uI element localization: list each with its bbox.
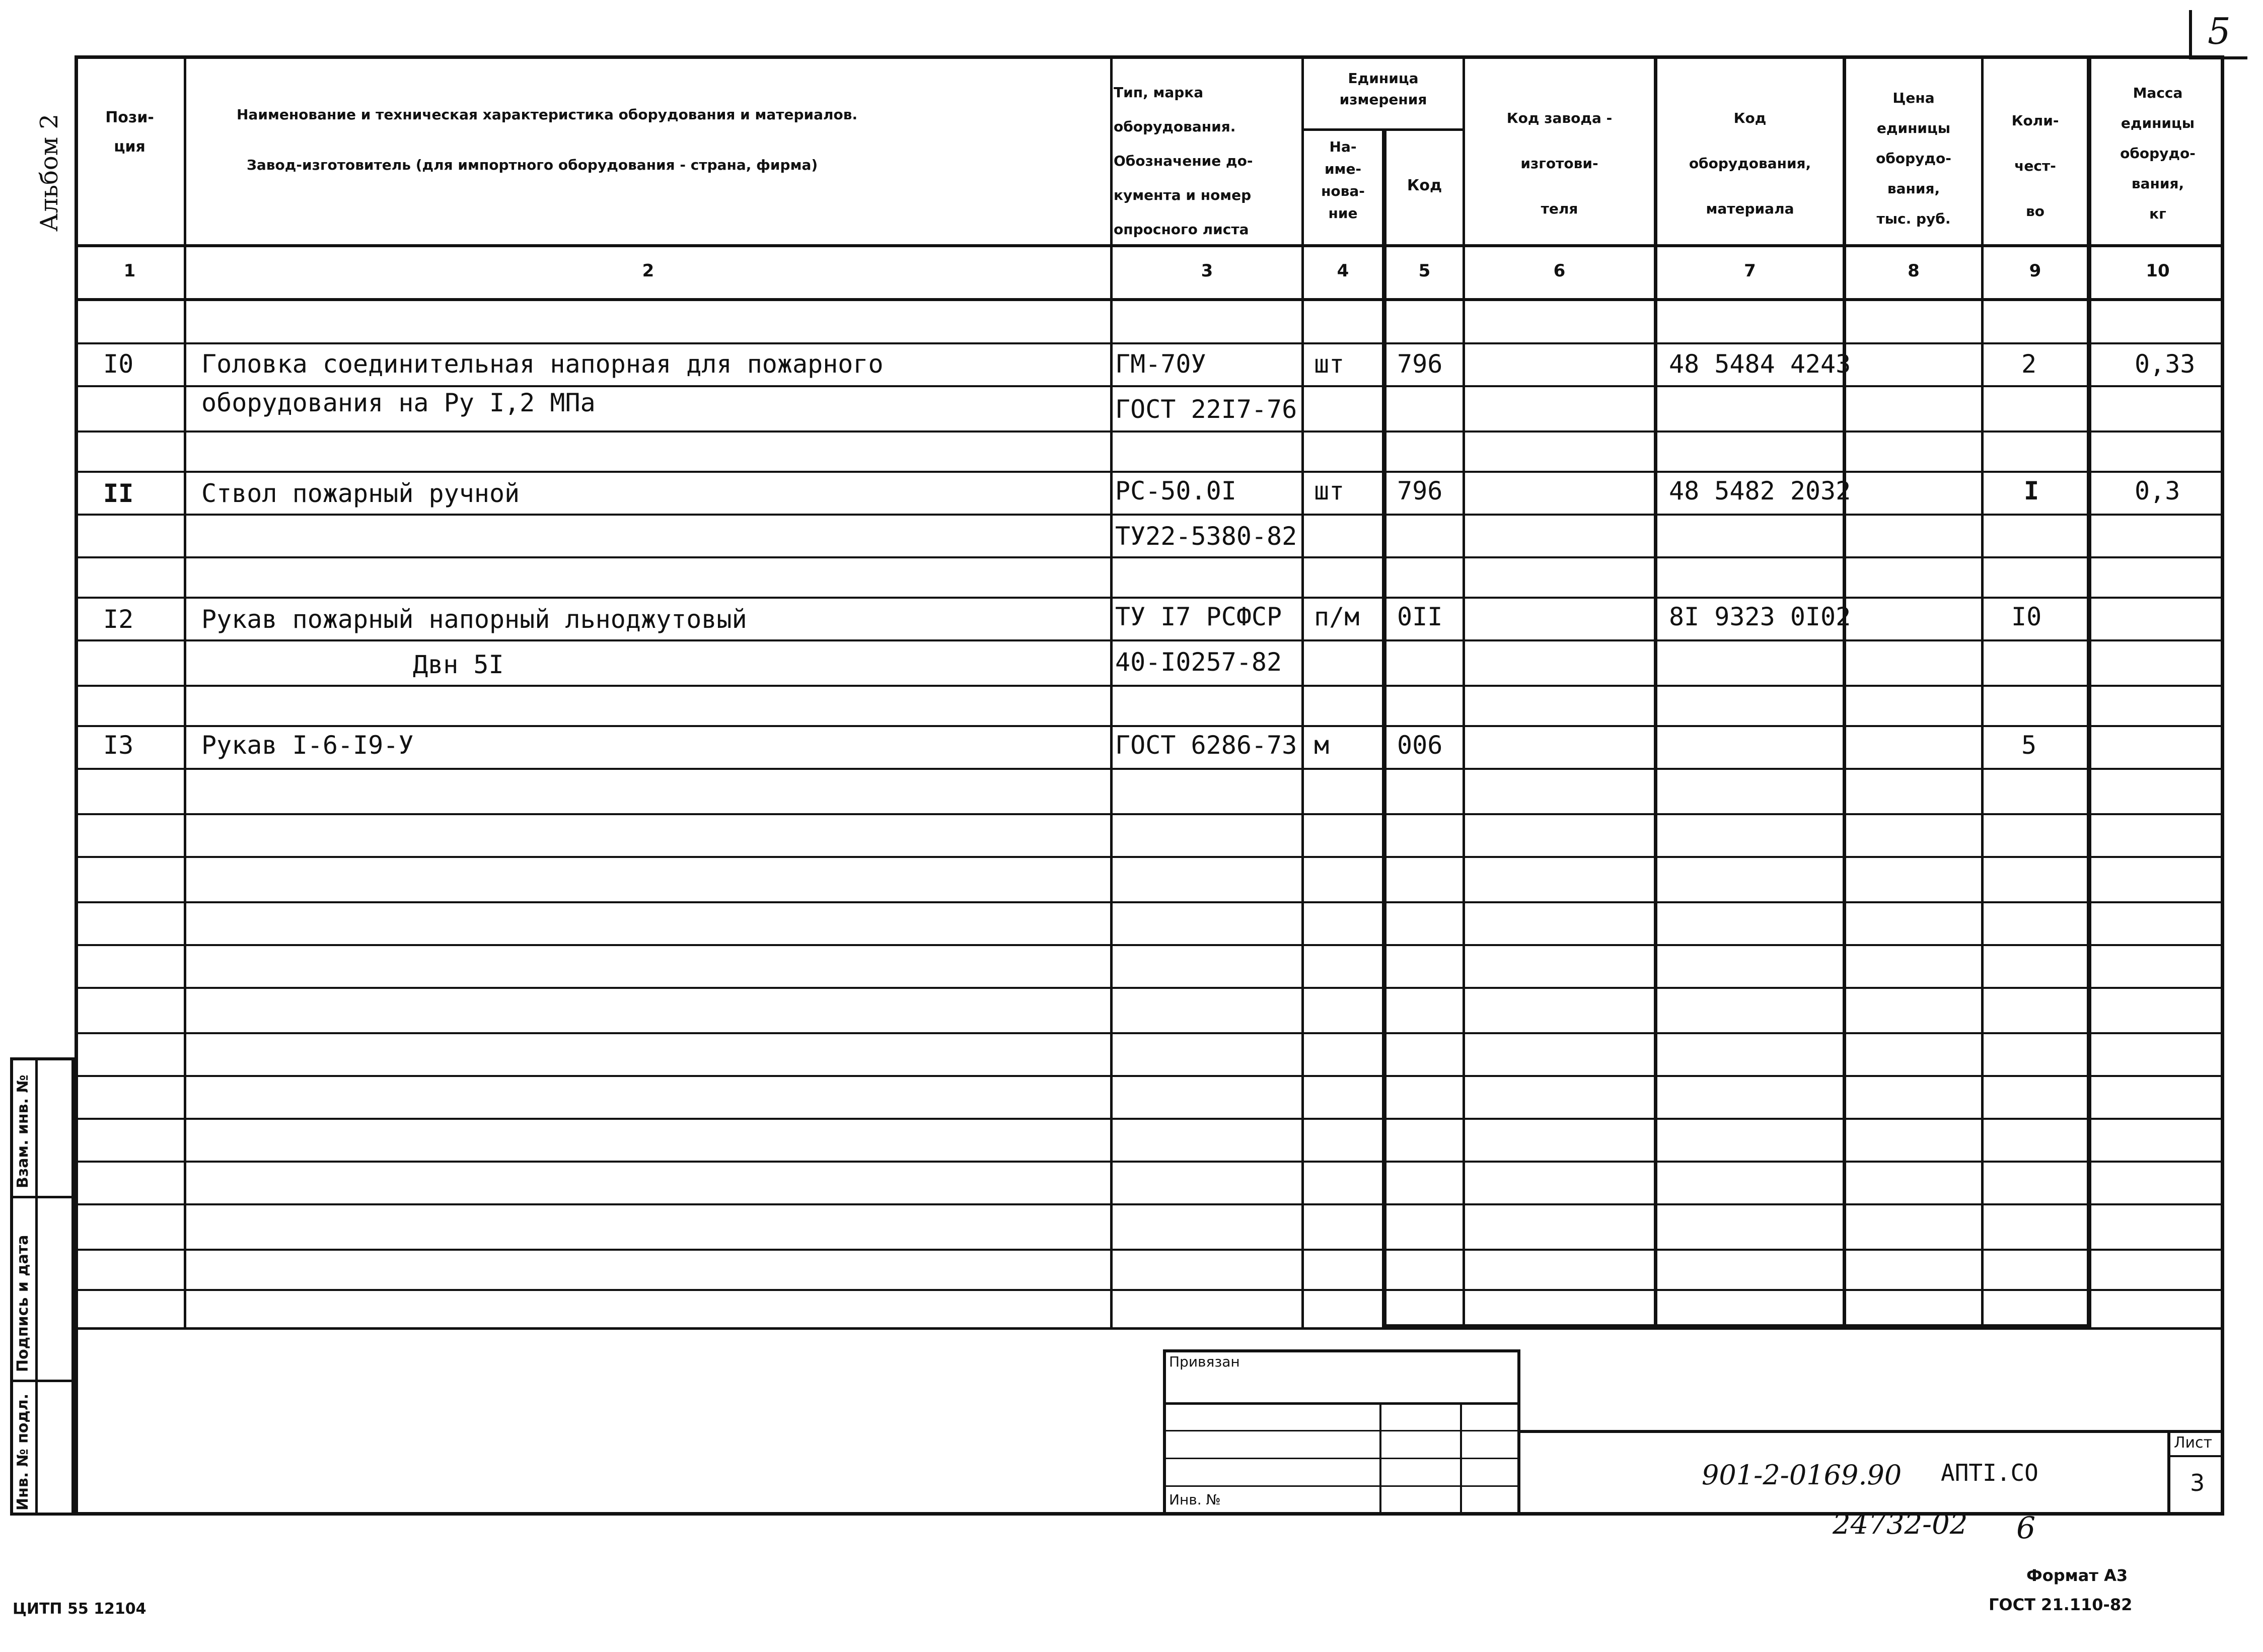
header-position: Пози- ция bbox=[105, 109, 154, 156]
stamp-line bbox=[1163, 1485, 1520, 1487]
row-mass: 0,3 bbox=[2135, 476, 2180, 506]
stamp-line bbox=[1163, 1458, 1520, 1459]
binding-stamp bbox=[1163, 1349, 1520, 1516]
table-row-line bbox=[75, 1289, 2224, 1291]
row-quantity: 5 bbox=[2021, 731, 2037, 760]
table-row-line bbox=[75, 813, 2224, 815]
row-type: ТУ22-5380-82 bbox=[1115, 522, 1297, 551]
table-row-line bbox=[75, 901, 2224, 903]
side-stamp-row-line bbox=[10, 1196, 75, 1198]
table-row-line bbox=[75, 471, 2224, 473]
table-row-line bbox=[75, 685, 2224, 687]
header-quantity: Коли- чест- во bbox=[2011, 112, 2059, 220]
header-unit: Единица измерения bbox=[1339, 70, 1427, 108]
col-number: 2 bbox=[642, 261, 654, 281]
row-quantity: I bbox=[2024, 476, 2039, 506]
row-type: ГОСТ 6286-73 bbox=[1115, 731, 1297, 760]
row-unit: п/м bbox=[1314, 602, 1360, 631]
table-body-bottom bbox=[75, 1327, 2224, 1330]
header-unit-name: На- име- нова- ние bbox=[1321, 138, 1365, 222]
row-unit-code: 006 bbox=[1397, 731, 1443, 760]
sign-date-label: Подпись и дата bbox=[14, 1235, 32, 1372]
row-name: Ствол пожарный ручной bbox=[201, 479, 520, 508]
row-unit: шт bbox=[1314, 476, 1345, 506]
sheet-label: Лист bbox=[2174, 1434, 2213, 1452]
col-number: 8 bbox=[1908, 261, 1920, 281]
row-position: I3 bbox=[103, 731, 134, 760]
row-position: II bbox=[103, 479, 134, 508]
col-number: 1 bbox=[123, 261, 136, 281]
colnum-bottom-line bbox=[75, 298, 2224, 301]
row-type: РС-50.0I bbox=[1115, 476, 1236, 506]
table-row-line bbox=[75, 597, 2224, 599]
col-number: 7 bbox=[1744, 261, 1756, 281]
stamp-col bbox=[1379, 1402, 1381, 1516]
table-row-line bbox=[75, 342, 2224, 344]
header-unit-code: Код bbox=[1407, 177, 1442, 194]
title-block-top bbox=[1520, 1430, 2224, 1433]
header-name-line1: Наименование и техническая характеристика оборудования и материалов. bbox=[237, 106, 858, 123]
col-number: 5 bbox=[1418, 261, 1431, 281]
header-equipment-code: Код оборудования, материала bbox=[1689, 110, 1811, 217]
col-number: 6 bbox=[1553, 261, 1566, 281]
archive-number: 24732-02 bbox=[1833, 1508, 1968, 1541]
side-stamp-divider bbox=[35, 1057, 38, 1516]
row-equipment-code: 48 5482 2032 bbox=[1669, 476, 1851, 506]
row-unit: шт bbox=[1314, 349, 1345, 379]
row-name: Головка соединительная напорная для пожарного bbox=[201, 349, 884, 379]
table-row-line bbox=[75, 1203, 2224, 1205]
table-row-line bbox=[75, 1249, 2224, 1251]
inv-no-orig-label: Инв. № подл. bbox=[14, 1393, 32, 1511]
table-row-line bbox=[75, 1161, 2224, 1163]
table-row-line bbox=[75, 556, 2224, 558]
footer-left: ЦИТП 55 12104 bbox=[13, 1600, 147, 1618]
table-row-line bbox=[75, 987, 2224, 989]
unit-header-split bbox=[1301, 128, 1465, 131]
replace-inv-label: Взам. инв. № bbox=[14, 1074, 32, 1188]
row-type: ТУ I7 РСФСР bbox=[1115, 602, 1282, 631]
header-type: Тип, марка оборудования. Обозначение до- кумента и номер опросного листа bbox=[1114, 84, 1253, 238]
col-number: 4 bbox=[1337, 261, 1349, 281]
table-row-line bbox=[75, 1075, 2224, 1077]
row-type: 40-I0257-82 bbox=[1115, 648, 1282, 677]
row-name: оборудования на Ру I,2 МПа bbox=[201, 388, 596, 417]
table-row-line bbox=[75, 768, 2224, 770]
header-name-line2: Завод-изготовитель (для импортного оборудования - страна, фирма) bbox=[247, 157, 818, 173]
row-type: ГОСТ 22I7-76 bbox=[1115, 395, 1297, 424]
table-row-line bbox=[75, 514, 2224, 516]
row-equipment-code: 8I 9323 0I02 bbox=[1669, 602, 1851, 631]
table-row-line bbox=[75, 944, 2224, 946]
col-number: 3 bbox=[1201, 261, 1213, 281]
attached-label: Привязан bbox=[1169, 1353, 1240, 1370]
row-unit-code: 796 bbox=[1397, 476, 1443, 506]
table-row-line bbox=[75, 1032, 2224, 1034]
table-row-line bbox=[75, 639, 2224, 641]
header-mass: Масса единицы оборудо- вания, кг bbox=[2120, 85, 2196, 222]
row-mass: 0,33 bbox=[2135, 349, 2196, 379]
table-row-line bbox=[75, 430, 2224, 433]
inv-no-label: Инв. № bbox=[1169, 1491, 1221, 1508]
document-mark: АПТI.СО bbox=[1941, 1459, 2038, 1486]
col-number: 9 bbox=[2029, 261, 2041, 281]
table-row-line bbox=[75, 856, 2224, 858]
row-position: I0 bbox=[103, 349, 134, 379]
footer-gost: ГОСТ 21.110-82 bbox=[1989, 1595, 2133, 1614]
row-quantity: I0 bbox=[2011, 602, 2042, 631]
sheet-number: 3 bbox=[2190, 1469, 2205, 1496]
col-number: 10 bbox=[2146, 261, 2170, 281]
col-line-4 bbox=[1382, 128, 1386, 1329]
document-code: 901-2-0169.90 bbox=[1702, 1459, 1902, 1491]
stamp-col bbox=[1460, 1402, 1462, 1516]
footer-format: Формат А3 bbox=[2026, 1566, 2128, 1585]
row-unit-code: 796 bbox=[1397, 349, 1443, 379]
side-stamp-row-line bbox=[10, 1380, 75, 1382]
row-name: Рукав пожарный напорный льноджутовый bbox=[201, 605, 747, 634]
table-row-line bbox=[75, 725, 2224, 727]
row-unit-code: 0II bbox=[1397, 602, 1443, 631]
row-position: I2 bbox=[103, 605, 134, 634]
table-row-line bbox=[75, 1118, 2224, 1120]
header-price: Цена единицы оборудо- вания, тыс. руб. bbox=[1876, 90, 1951, 227]
row-type: ГМ-70У bbox=[1115, 349, 1206, 379]
corner-sheet-number: 5 bbox=[2208, 10, 2231, 52]
row-name: Двн 5I bbox=[413, 650, 504, 679]
archive-page: 6 bbox=[2016, 1511, 2036, 1546]
row-quantity: 2 bbox=[2021, 349, 2037, 379]
stamp-line bbox=[1163, 1402, 1520, 1405]
album-label: Альбом 2 bbox=[35, 114, 63, 232]
sheet-box-divider bbox=[2167, 1455, 2224, 1457]
table-row-line bbox=[75, 385, 2224, 387]
header-plant-code: Код завода - изготови- теля bbox=[1506, 110, 1613, 217]
row-unit: м bbox=[1314, 731, 1330, 760]
stamp-line bbox=[1163, 1430, 1520, 1431]
row-name: Рукав I-6-I9-У bbox=[201, 731, 414, 760]
row-equipment-code: 48 5484 4243 bbox=[1669, 349, 1851, 379]
